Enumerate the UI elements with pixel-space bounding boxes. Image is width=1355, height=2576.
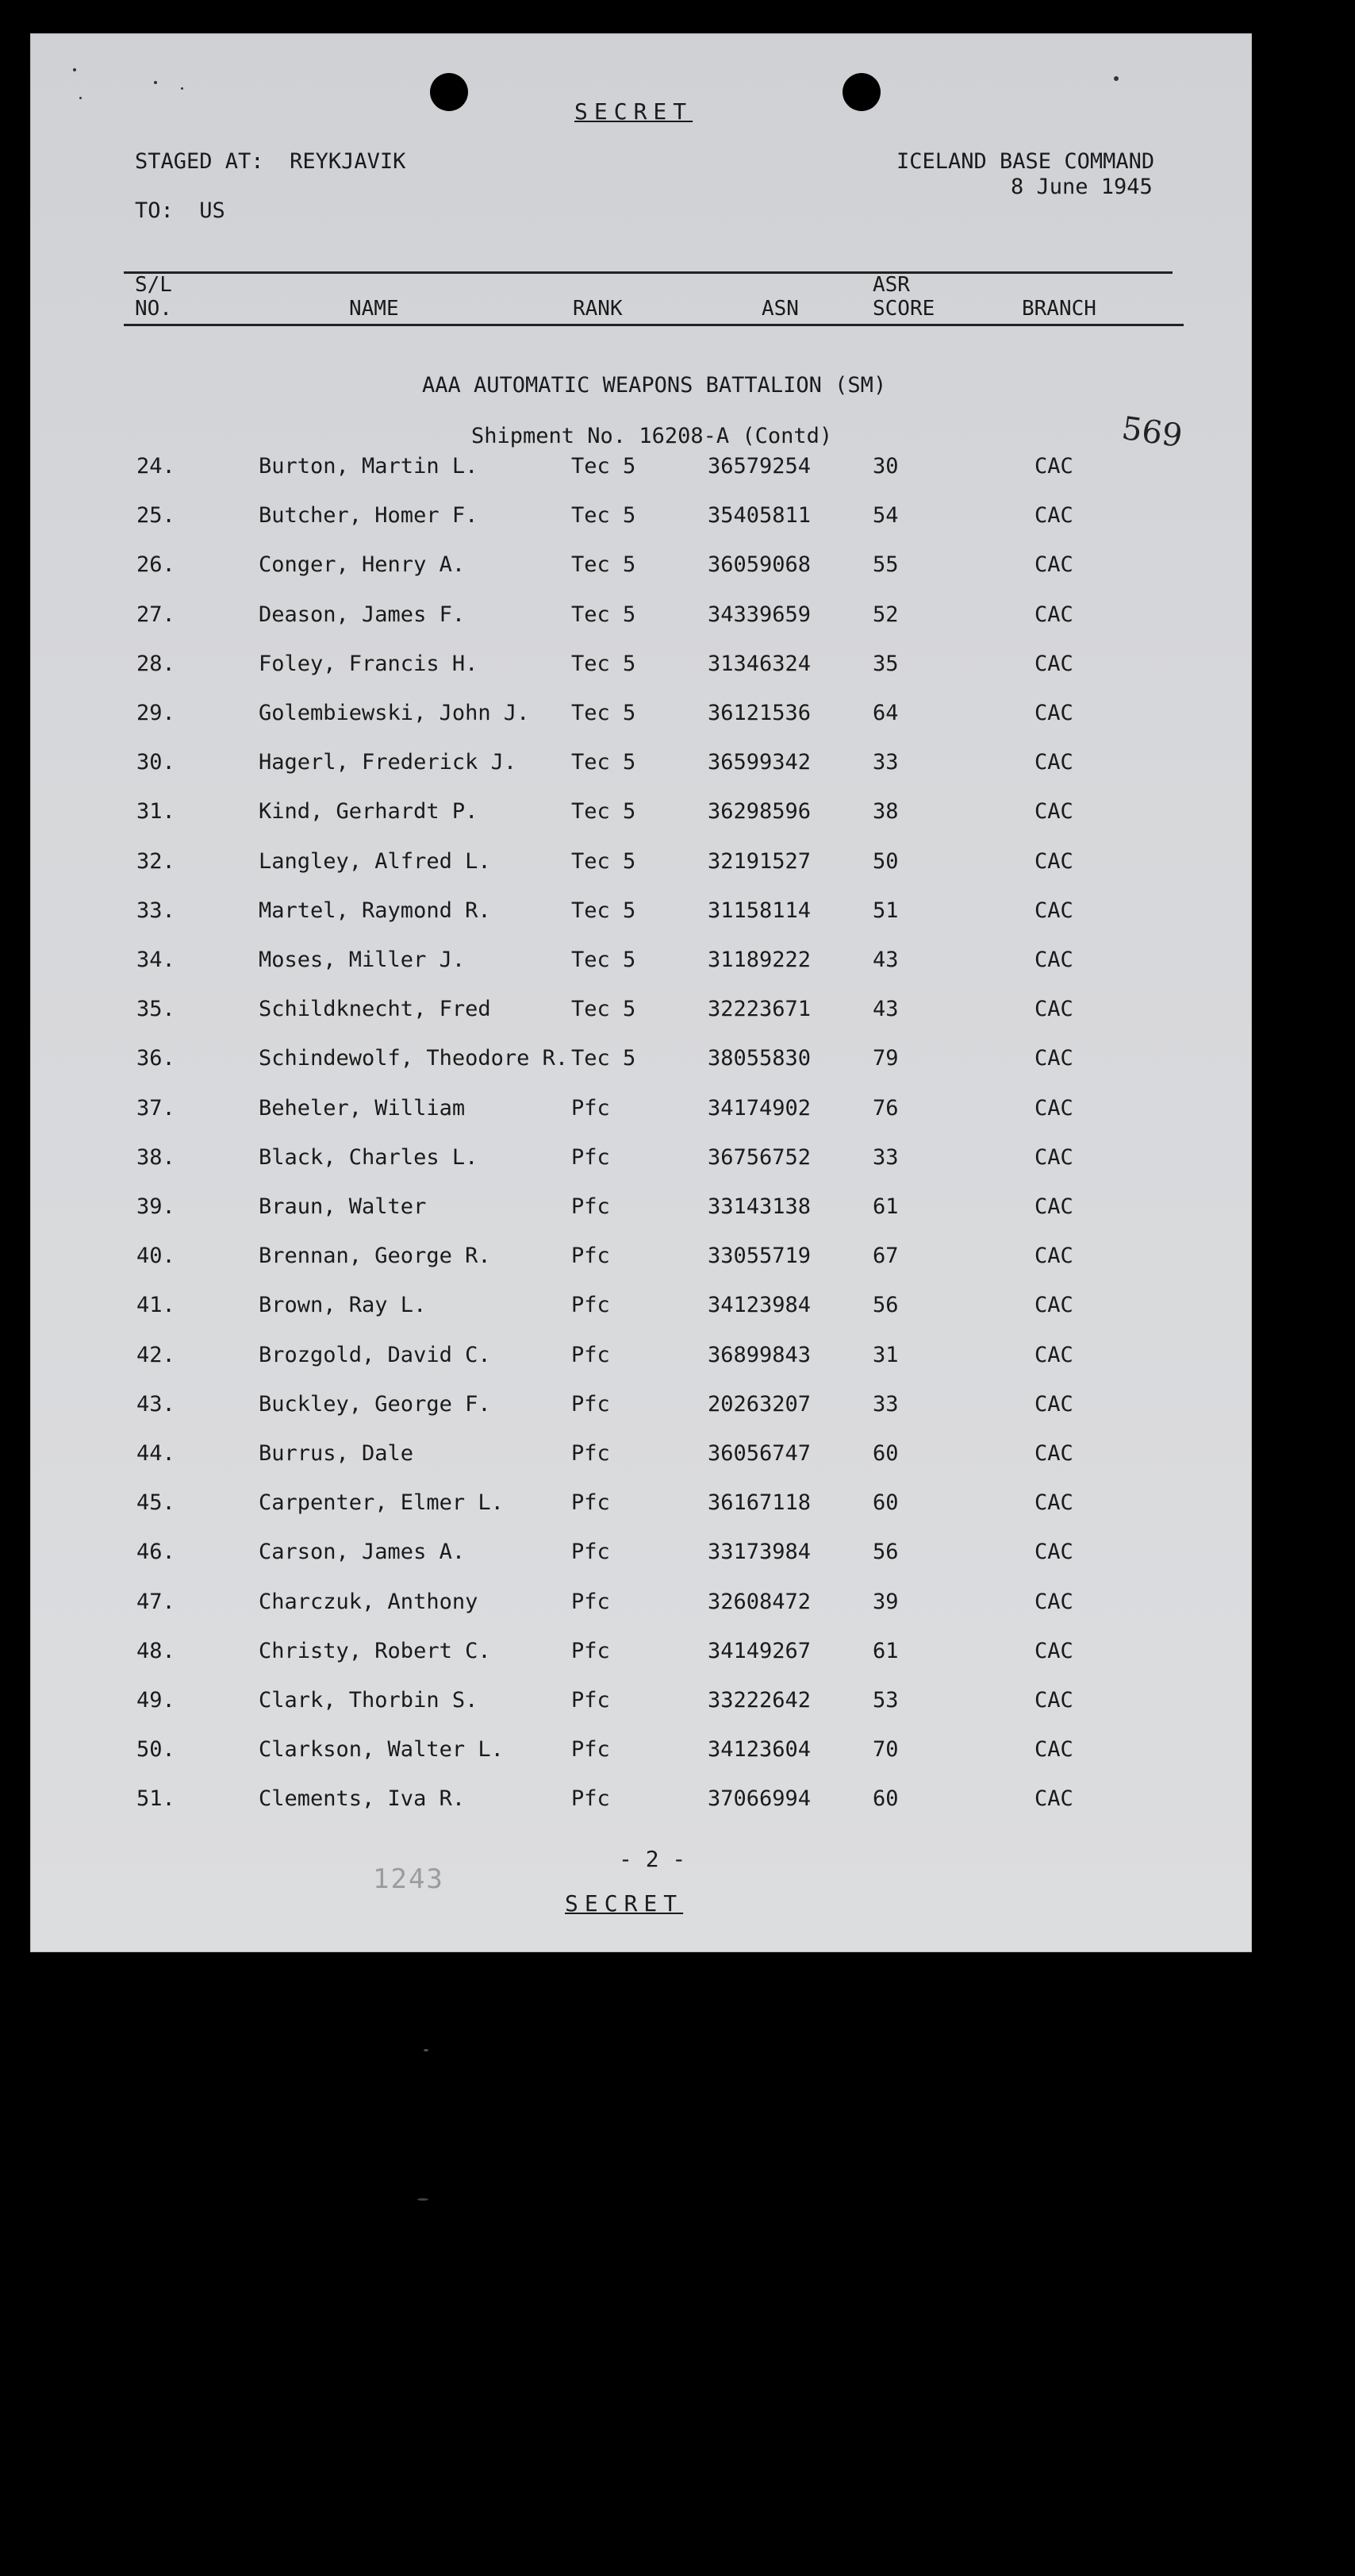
cell-branch: CAC [1034, 1441, 1073, 1466]
cell-no: 37. [136, 1096, 175, 1121]
col-header-sl: S/L [135, 273, 172, 297]
cell-asn: 36121536 [708, 701, 812, 725]
cell-asn: 37066994 [708, 1786, 812, 1811]
cell-branch: CAC [1034, 1639, 1073, 1663]
cell-name: Schildknecht, Fred [259, 997, 491, 1021]
table-row [30, 454, 1252, 486]
cell-no: 49. [136, 1688, 175, 1713]
col-header-no: NO. [135, 297, 172, 321]
col-header-branch: BRANCH [1022, 297, 1096, 321]
cell-asn: 31158114 [708, 898, 812, 923]
cell-rank: Pfc [571, 1441, 610, 1466]
table-row [30, 1786, 1252, 1818]
cell-branch: CAC [1034, 1244, 1073, 1268]
cell-score: 52 [873, 602, 899, 627]
cell-asn: 32608472 [708, 1590, 812, 1614]
cell-rank: Tec 5 [571, 849, 636, 874]
table-row [30, 750, 1252, 782]
cell-asn: 36059068 [708, 552, 812, 577]
cell-score: 56 [873, 1540, 899, 1564]
cell-name: Braun, Walter [259, 1194, 427, 1219]
cell-name: Moses, Miller J. [259, 948, 466, 972]
cell-score: 33 [873, 1392, 899, 1417]
cell-asn: 33143138 [708, 1194, 812, 1219]
to-value: US [199, 198, 225, 223]
cell-score: 60 [873, 1490, 899, 1515]
cell-asn: 36579254 [708, 454, 812, 479]
cell-score: 56 [873, 1293, 899, 1317]
cell-branch: CAC [1034, 1293, 1073, 1317]
cell-rank: Pfc [571, 1343, 610, 1367]
punch-hole [430, 73, 468, 111]
header-rule-bottom [124, 324, 1184, 326]
cell-no: 43. [136, 1392, 175, 1417]
cell-branch: CAC [1034, 948, 1073, 972]
cell-asn: 35405811 [708, 503, 812, 528]
cell-name: Foley, Francis H. [259, 652, 478, 676]
faint-page-number: 1243 [373, 1863, 444, 1895]
cell-asn: 36167118 [708, 1490, 812, 1515]
cell-score: 39 [873, 1590, 899, 1614]
command-name: ICELAND BASE COMMAND [896, 149, 1155, 174]
table-row [30, 1096, 1252, 1128]
table-row [30, 1490, 1252, 1522]
table-row [30, 602, 1252, 634]
cell-name: Hagerl, Frederick J. [259, 750, 517, 775]
cell-no: 47. [136, 1590, 175, 1614]
cell-asn: 32223671 [708, 997, 812, 1021]
cell-no: 45. [136, 1490, 175, 1515]
cell-branch: CAC [1034, 701, 1073, 725]
cell-rank: Pfc [571, 1639, 610, 1663]
cell-no: 40. [136, 1244, 175, 1268]
cell-branch: CAC [1034, 1590, 1073, 1614]
cell-branch: CAC [1034, 849, 1073, 874]
cell-branch: CAC [1034, 1786, 1073, 1811]
cell-score: 79 [873, 1046, 899, 1071]
col-header-rank: RANK [573, 297, 623, 321]
table-row [30, 898, 1252, 930]
cell-branch: CAC [1034, 1096, 1073, 1121]
cell-branch: CAC [1034, 1392, 1073, 1417]
cell-branch: CAC [1034, 552, 1073, 577]
table-row [30, 1293, 1252, 1325]
cell-no: 24. [136, 454, 175, 479]
cell-branch: CAC [1034, 1145, 1073, 1170]
cell-no: 26. [136, 552, 175, 577]
table-row [30, 552, 1252, 584]
table-row [30, 503, 1252, 535]
cell-rank: Tec 5 [571, 799, 636, 824]
cell-rank: Pfc [571, 1786, 610, 1811]
cell-name: Butcher, Homer F. [259, 503, 478, 528]
cell-name: Carpenter, Elmer L. [259, 1490, 504, 1515]
cell-no: 39. [136, 1194, 175, 1219]
cell-name: Clark, Thorbin S. [259, 1688, 478, 1713]
cell-score: 55 [873, 552, 899, 577]
staged-at-label: STAGED AT: [135, 149, 264, 174]
cell-asn: 36599342 [708, 750, 812, 775]
cell-no: 36. [136, 1046, 175, 1071]
cell-rank: Pfc [571, 1737, 610, 1762]
document-date: 8 June 1945 [1011, 175, 1153, 199]
cell-branch: CAC [1034, 1343, 1073, 1367]
cell-no: 34. [136, 948, 175, 972]
table-row [30, 1145, 1252, 1177]
cell-score: 61 [873, 1194, 899, 1219]
cell-name: Beheler, William [259, 1096, 466, 1121]
cell-name: Christy, Robert C. [259, 1639, 491, 1663]
cell-asn: 20263207 [708, 1392, 812, 1417]
table-row [30, 1737, 1252, 1769]
table-row [30, 849, 1252, 881]
cell-rank: Tec 5 [571, 750, 636, 775]
cell-rank: Tec 5 [571, 503, 636, 528]
cell-asn: 34149267 [708, 1639, 812, 1663]
punch-hole [843, 73, 881, 111]
cell-rank: Tec 5 [571, 701, 636, 725]
table-row [30, 948, 1252, 979]
cell-rank: Tec 5 [571, 552, 636, 577]
cell-branch: CAC [1034, 997, 1073, 1021]
speck [154, 81, 157, 84]
cell-branch: CAC [1034, 652, 1073, 676]
cell-no: 42. [136, 1343, 175, 1367]
cell-branch: CAC [1034, 1194, 1073, 1219]
cell-no: 46. [136, 1540, 175, 1564]
col-header-name: NAME [349, 297, 399, 321]
cell-name: Golembiewski, John J. [259, 701, 530, 725]
cell-rank: Pfc [571, 1688, 610, 1713]
cell-score: 31 [873, 1343, 899, 1367]
unit-title: AAA AUTOMATIC WEAPONS BATTALION (SM) [422, 373, 887, 398]
cell-rank: Pfc [571, 1540, 610, 1564]
cell-score: 51 [873, 898, 899, 923]
cell-asn: 38055830 [708, 1046, 812, 1071]
cell-score: 54 [873, 503, 899, 528]
cell-rank: Pfc [571, 1244, 610, 1268]
cell-no: 28. [136, 652, 175, 676]
document-page [30, 33, 1252, 1952]
table-row [30, 799, 1252, 831]
cell-rank: Tec 5 [571, 948, 636, 972]
table-row [30, 1046, 1252, 1078]
cell-rank: Pfc [571, 1194, 610, 1219]
table-row [30, 1639, 1252, 1671]
cell-name: Martel, Raymond R. [259, 898, 491, 923]
speck [79, 97, 82, 99]
cell-name: Charczuk, Anthony [259, 1590, 478, 1614]
cell-name: Conger, Henry A. [259, 552, 466, 577]
cell-name: Kind, Gerhardt P. [259, 799, 478, 824]
cell-branch: CAC [1034, 454, 1073, 479]
cell-asn: 34174902 [708, 1096, 812, 1121]
col-header-asn: ASN [762, 297, 799, 321]
cell-asn: 31189222 [708, 948, 812, 972]
cell-score: 64 [873, 701, 899, 725]
cell-name: Langley, Alfred L. [259, 849, 491, 874]
cell-branch: CAC [1034, 602, 1073, 627]
cell-branch: CAC [1034, 799, 1073, 824]
cell-asn: 36056747 [708, 1441, 812, 1466]
cell-score: 33 [873, 1145, 899, 1170]
table-row [30, 1441, 1252, 1473]
speck [181, 87, 183, 90]
cell-score: 60 [873, 1441, 899, 1466]
cell-name: Carson, James A. [259, 1540, 466, 1564]
cell-branch: CAC [1034, 1490, 1073, 1515]
cell-branch: CAC [1034, 1688, 1073, 1713]
table-row [30, 1244, 1252, 1275]
cell-no: 31. [136, 799, 175, 824]
staged-at-value: REYKJAVIK [290, 149, 406, 174]
cell-no: 41. [136, 1293, 175, 1317]
cell-branch: CAC [1034, 1046, 1073, 1071]
speck [73, 68, 76, 71]
speck [1114, 76, 1119, 81]
table-row [30, 997, 1252, 1028]
cell-name: Brozgold, David C. [259, 1343, 491, 1367]
cell-rank: Tec 5 [571, 898, 636, 923]
col-header-asr: ASR [873, 273, 910, 297]
cell-rank: Tec 5 [571, 1046, 636, 1071]
cell-asn: 34123604 [708, 1737, 812, 1762]
cell-branch: CAC [1034, 898, 1073, 923]
cell-name: Burton, Martin L. [259, 454, 478, 479]
cell-no: 35. [136, 997, 175, 1021]
cell-score: 70 [873, 1737, 899, 1762]
cell-asn: 31346324 [708, 652, 812, 676]
cell-branch: CAC [1034, 1540, 1073, 1564]
cell-asn: 34123984 [708, 1293, 812, 1317]
cell-no: 38. [136, 1145, 175, 1170]
cell-no: 30. [136, 750, 175, 775]
table-row [30, 1590, 1252, 1621]
cell-rank: Pfc [571, 1145, 610, 1170]
table-row [30, 701, 1252, 732]
page-number: - 2 - [619, 1846, 686, 1872]
table-row [30, 1688, 1252, 1720]
cell-score: 61 [873, 1639, 899, 1663]
cell-asn: 33222642 [708, 1688, 812, 1713]
cell-score: 30 [873, 454, 899, 479]
table-row [30, 652, 1252, 683]
cell-no: 25. [136, 503, 175, 528]
cell-rank: Tec 5 [571, 652, 636, 676]
cell-score: 33 [873, 750, 899, 775]
cell-name: Buckley, George F. [259, 1392, 491, 1417]
cell-rank: Tec 5 [571, 997, 636, 1021]
speck [424, 2049, 428, 2051]
cell-asn: 34339659 [708, 602, 812, 627]
to-label: TO: [135, 198, 174, 223]
cell-no: 50. [136, 1737, 175, 1762]
cell-rank: Pfc [571, 1490, 610, 1515]
col-header-score: SCORE [873, 297, 935, 321]
cell-no: 32. [136, 849, 175, 874]
cell-name: Black, Charles L. [259, 1145, 478, 1170]
classification-top: SECRET [574, 98, 693, 125]
cell-name: Clements, Iva R. [259, 1786, 466, 1811]
cell-no: 51. [136, 1786, 175, 1811]
cell-branch: CAC [1034, 750, 1073, 775]
cell-name: Brennan, George R. [259, 1244, 491, 1268]
cell-name: Burrus, Dale [259, 1441, 414, 1466]
cell-asn: 32191527 [708, 849, 812, 874]
cell-asn: 36756752 [708, 1145, 812, 1170]
cell-score: 43 [873, 948, 899, 972]
cell-name: Brown, Ray L. [259, 1293, 427, 1317]
cell-rank: Pfc [571, 1293, 610, 1317]
speck [417, 2198, 428, 2201]
cell-no: 33. [136, 898, 175, 923]
shipment-line: Shipment No. 16208-A (Contd) [471, 424, 833, 448]
cell-no: 48. [136, 1639, 175, 1663]
cell-score: 53 [873, 1688, 899, 1713]
table-row [30, 1194, 1252, 1226]
staged-at [135, 149, 405, 174]
cell-branch: CAC [1034, 503, 1073, 528]
cell-score: 35 [873, 652, 899, 676]
cell-rank: Pfc [571, 1096, 610, 1121]
cell-rank: Tec 5 [571, 454, 636, 479]
cell-score: 38 [873, 799, 899, 824]
cell-rank: Pfc [571, 1392, 610, 1417]
table-row [30, 1540, 1252, 1571]
cell-rank: Tec 5 [571, 602, 636, 627]
classification-bottom: SECRET [565, 1890, 684, 1917]
to-line [135, 198, 225, 223]
cell-name: Clarkson, Walter L. [259, 1737, 504, 1762]
cell-score: 60 [873, 1786, 899, 1811]
cell-no: 29. [136, 701, 175, 725]
table-row [30, 1392, 1252, 1424]
cell-branch: CAC [1034, 1737, 1073, 1762]
cell-score: 76 [873, 1096, 899, 1121]
cell-score: 67 [873, 1244, 899, 1268]
cell-asn: 36298596 [708, 799, 812, 824]
cell-asn: 36899843 [708, 1343, 812, 1367]
page-stamp: 569 [1119, 409, 1185, 456]
cell-no: 27. [136, 602, 175, 627]
cell-rank: Pfc [571, 1590, 610, 1614]
table-row [30, 1343, 1252, 1375]
cell-asn: 33055719 [708, 1244, 812, 1268]
cell-name: Deason, James F. [259, 602, 466, 627]
cell-score: 43 [873, 997, 899, 1021]
cell-name: Schindewolf, Theodore R. [259, 1046, 569, 1071]
cell-asn: 33173984 [708, 1540, 812, 1564]
cell-no: 44. [136, 1441, 175, 1466]
cell-score: 50 [873, 849, 899, 874]
header-rule-top [124, 271, 1173, 274]
